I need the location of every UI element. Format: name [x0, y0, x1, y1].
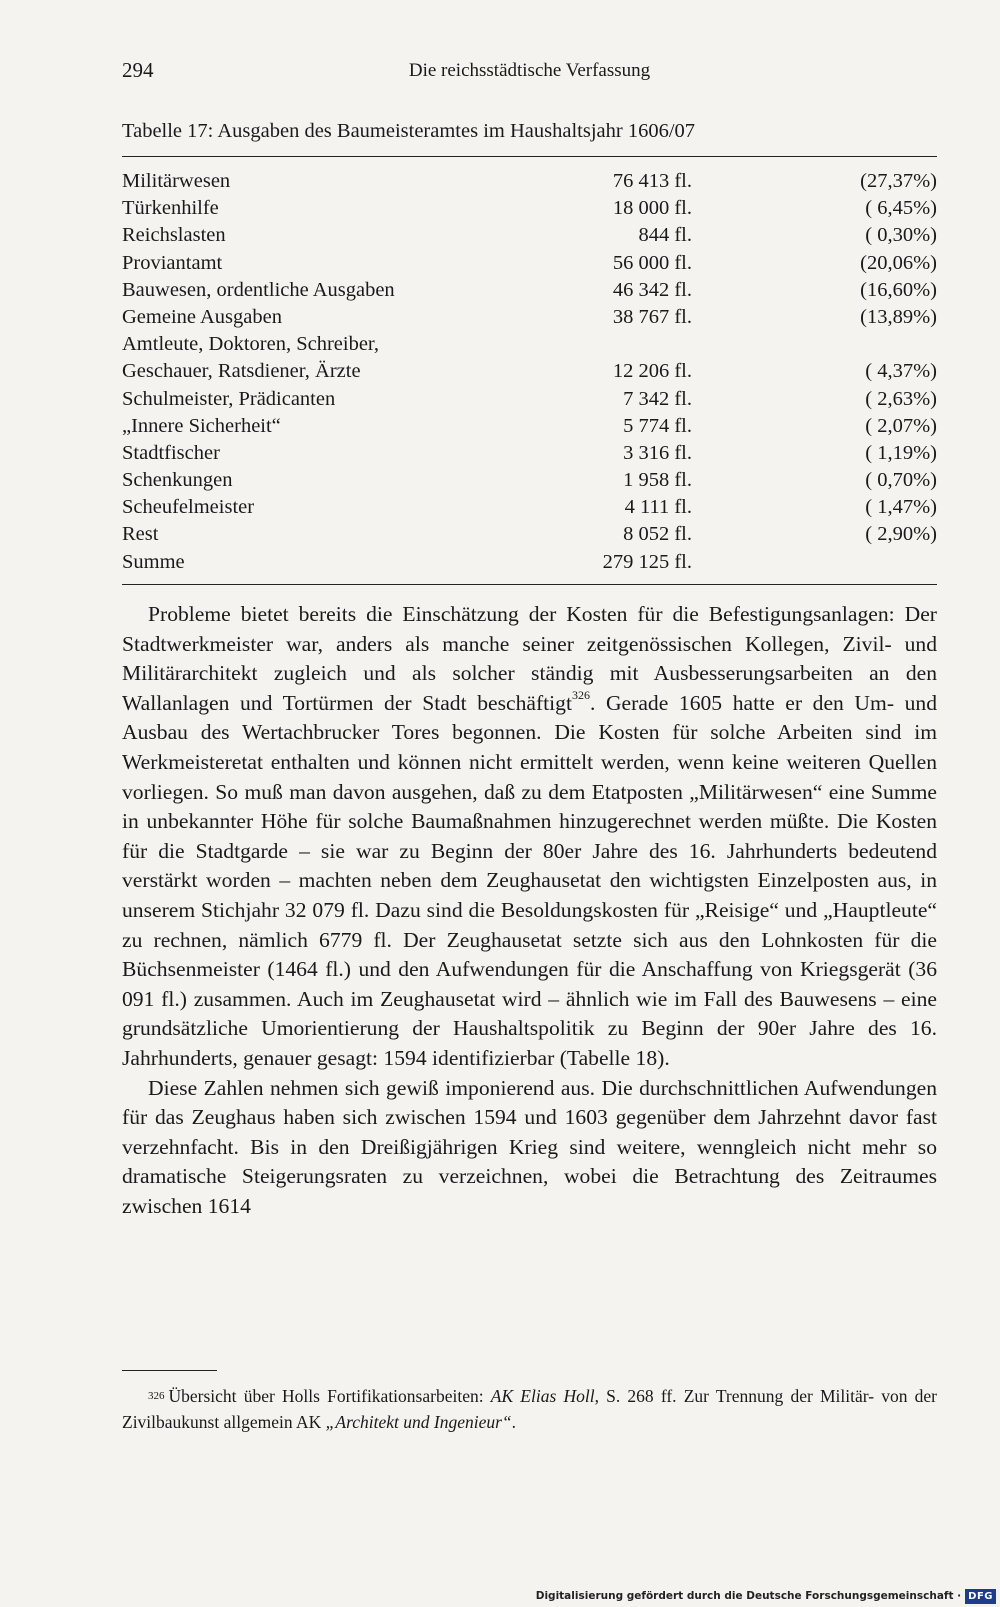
table-bottom-rule: [122, 584, 937, 585]
table-row: [122, 168, 937, 195]
body-text: [122, 600, 937, 1221]
paragraph-text: . Gerade 1605 hatte er den Um- und Ausbau des Wertachbrucker Tores begonnen. Die Kosten für solche Arbeiten sind im Werkmeisteretat enthalten und können nicht ermittelt werden, wenn keine weiteren Quellen vorliegen. So muß man davon ausgehen, daß zu dem Etatposten „Militärwesen“ eine Summe in unbekannter Höhe für solche Baumaßnahmen hinzugerechnet werden müßte. Die Kosten für die Stadtgarde – sie war zu Beginn der 80er Jahre des 16. Jahrhunderts bedeutend verstärkt worden – machten neben dem Zeughausetat den wichtigsten Einzelposten aus, in unserem Stichjahr 32 079 fl. Dazu sind die Besoldungskosten für „Reisige“ und „Hauptleute“ zu rechnen, nämlich 6779 fl. Der Zeughausetat setzte sich aus den Lohnkosten für die Büchsenmeister (1464 fl.) und den Aufwendungen für die Anschaffung von Kriegsgerät (36 091 fl.) zusammen. Auch im Zeughausetat wird – ähnlich wie im Fall des Bauwesens – eine grundsätzliche Umorientierung der Haushaltspolitik zu Beginn der 90er Jahre des 16. Jahrhunderts, genauer gesagt: 1594 identifizierbar (Tabelle 18).: [122, 690, 938, 1070]
row-amount: 7 342 fl.: [623, 387, 692, 410]
footnote-text: Übersicht über Holls Fortifikationsarbeiten:: [168, 1386, 491, 1406]
footnote-ref[interactable]: 326: [571, 687, 590, 702]
row-percent: (27,37%): [860, 170, 937, 192]
digitization-credit: [536, 1585, 1000, 1607]
row-percent: (20,06%): [860, 251, 937, 274]
table-row: [122, 250, 937, 277]
row-label: Rest: [122, 523, 159, 546]
row-amount: 56 000 fl.: [612, 251, 692, 274]
row-amount: 3 316 fl.: [623, 441, 692, 464]
table-row: [122, 331, 937, 358]
footnote-rule: [122, 1370, 217, 1371]
table-row: [122, 195, 937, 222]
row-label: Gemeine Ausgaben: [122, 305, 282, 328]
row-label: Summe: [122, 550, 185, 573]
row-percent: ( 2,90%): [865, 523, 937, 546]
row-amount: 12 206 fl.: [612, 360, 692, 383]
row-amount: 844 fl.: [638, 224, 692, 247]
credit-text: Digitalisierung gefördert durch die Deutsche Forschungsgemeinschaft ·: [535, 1590, 962, 1602]
row-label: Proviantamt: [122, 251, 223, 274]
row-label: Türkenhilfe: [122, 197, 219, 220]
row-amount: 279 125 fl.: [602, 550, 692, 573]
table-row: [122, 494, 937, 521]
row-amount: 38 767 fl.: [612, 305, 692, 328]
row-label: Amtleute, Doktoren, Schreiber,: [122, 333, 380, 356]
row-label: Schulmeister, Prädicanten: [122, 387, 336, 410]
table-row: [122, 277, 937, 304]
running-head: Die reichsstädtische Verfassung: [408, 60, 651, 81]
footnote-italic: „Architekt und Ingenieur“: [325, 1412, 512, 1432]
row-percent: ( 2,63%): [865, 387, 937, 410]
footnote-text: , S. 268 ff. Zur Trennung der Militär- von der Zivilbaukunst allgemein AK: [122, 1386, 938, 1432]
table-caption: Tabelle 17: Ausgaben des Baumeisteramtes im Haushaltsjahr 1606/07: [122, 120, 696, 142]
row-percent: ( 6,45%): [865, 197, 937, 220]
row-amount: 4 111 fl.: [624, 496, 692, 519]
row-amount: 18 000 fl.: [612, 197, 692, 220]
row-percent: ( 1,19%): [865, 441, 937, 464]
table-row: [122, 304, 937, 331]
row-percent: ( 2,07%): [865, 414, 937, 437]
table-row: [122, 467, 937, 494]
expense-table: [122, 168, 937, 576]
row-label: Militärwesen: [122, 170, 231, 192]
page-number: 294: [122, 58, 154, 82]
dfg-logo-icon: DFG: [965, 1589, 996, 1604]
table-row: [122, 549, 937, 576]
row-label: Scheufelmeister: [122, 496, 255, 519]
page-header: [122, 58, 937, 90]
table-row: [122, 386, 937, 413]
row-label: „Innere Sicherheit“: [122, 414, 281, 437]
row-percent: (13,89%): [860, 305, 937, 328]
table-row: [122, 222, 937, 249]
row-label: Bauwesen, ordentliche Ausgaben: [122, 278, 395, 301]
paragraph-text: Probleme bietet bereits die Einschätzung der Kosten für die Befestigungsanlagen: Der Stadtwerkmeister war, anders als manche seiner zeitgenössischen Kollegen, Zivil- und Militärarchitekt zugleich und als solcher ständig mit Ausbesserungsarbeiten an den Wallanlagen und Tortürmen der Stadt beschäftigt: [122, 602, 937, 715]
footnote-italic: AK Elias Holl: [490, 1386, 595, 1406]
row-percent: ( 1,47%): [865, 496, 937, 519]
footnote: [122, 1383, 937, 1435]
row-amount: 1 958 fl.: [623, 469, 692, 492]
row-amount: 5 774 fl.: [623, 414, 692, 437]
row-percent: ( 0,70%): [865, 469, 937, 492]
row-amount: 46 342 fl.: [612, 278, 692, 301]
table-row: [122, 521, 937, 548]
row-percent: ( 0,30%): [865, 224, 937, 247]
table-top-rule: [122, 156, 937, 157]
row-label: Stadtfischer: [122, 441, 220, 464]
paragraph: [122, 600, 937, 1074]
row-percent: (16,60%): [860, 278, 937, 301]
paragraph: Diese Zahlen nehmen sich gewiß imponierend aus. Die durchschnittlichen Aufwendungen für das Zeughaus haben sich zwischen 1594 und 1603 gegenüber dem Jahrzehnt davor fast verzehnfacht. Bis in den Dreißigjährigen Krieg sind weitere, wenngleich nicht mehr so dramatische Steigerungsraten zu verzeichnen, wobei die Betrachtung des Zeitraumes zwischen 1614: [122, 1075, 937, 1218]
row-amount: 76 413 fl.: [612, 170, 692, 192]
row-label: Reichslasten: [122, 224, 226, 247]
table-row: [122, 358, 937, 385]
footnote-text: .: [511, 1412, 517, 1432]
row-label: Schenkungen: [122, 469, 233, 492]
row-percent: ( 4,37%): [865, 360, 937, 383]
row-amount: 8 052 fl.: [623, 523, 692, 546]
table-row: [122, 413, 937, 440]
footnote-number: 326: [148, 1390, 165, 1402]
table-row: [122, 440, 937, 467]
row-label: Geschauer, Ratsdiener, Ärzte: [122, 360, 361, 383]
